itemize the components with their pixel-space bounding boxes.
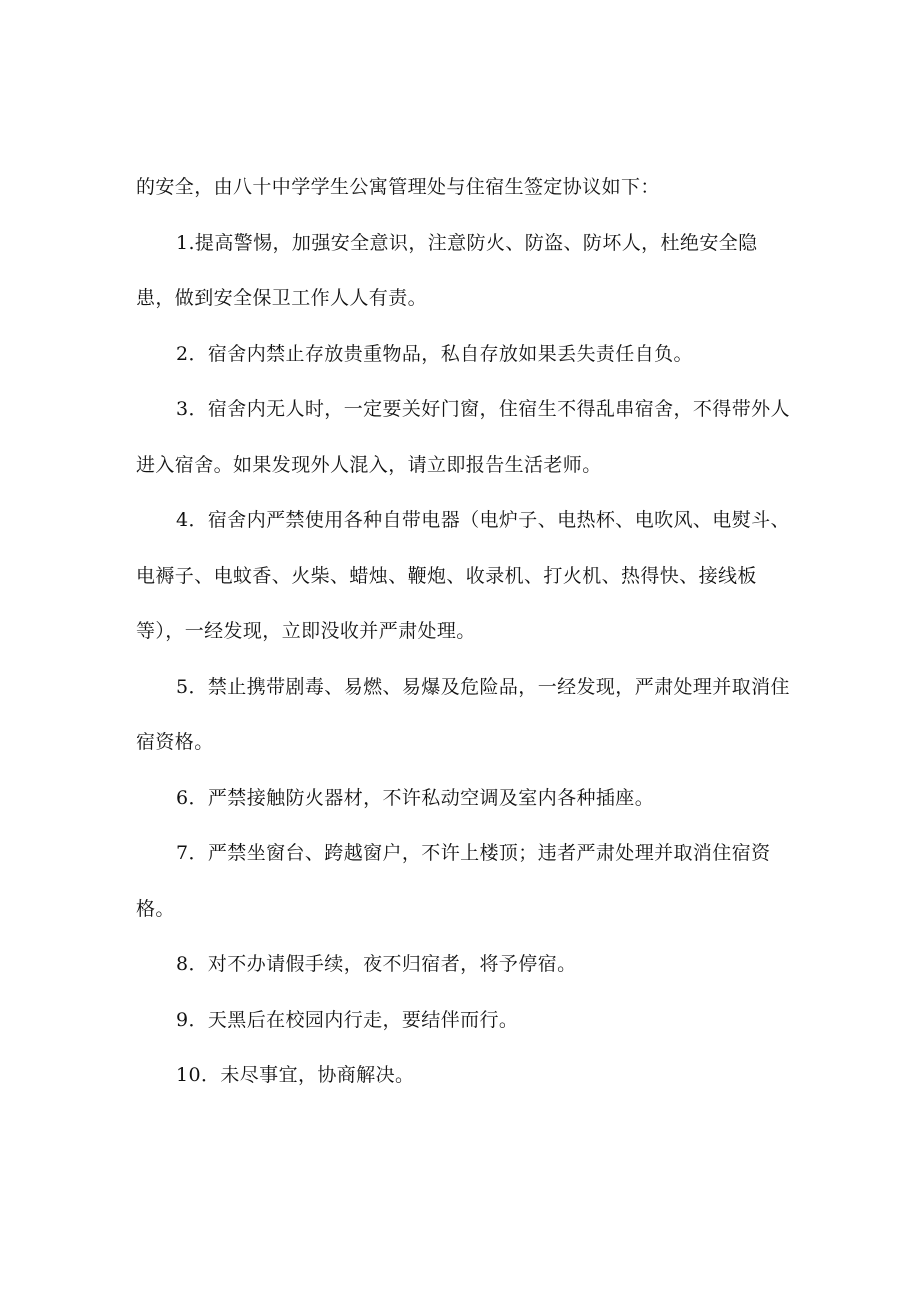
rule-6-paragraph: 6．严禁接触防火器材，不许私动空调及室内各种插座。 [176,786,655,809]
rule-4-paragraph: 4．宿舍内严禁使用各种自带电器（电炉子、电热杯、电吹风、电熨斗、电褥子、电蚊香、火柴、蜡烛、鞭炮、收录机、打火机、热得快、接线板等），一经发现，立即没收并严肃处理。 [136,509,790,642]
rule-1-paragraph: 1.提高警惕，加强安全意识，注意防火、防盗、防坏人，杜绝安全隐患，做到安全保卫工作人人有责。 [136,231,758,309]
rule-10-paragraph: 10．未尽事宜，协商解决。 [176,1064,415,1086]
intro-paragraph: 的安全，由八十中学学生公寓管理处与住宿生签定协议如下： [136,176,660,198]
rule-8-paragraph: 8．对不办请假手续，夜不归宿者，将予停宿。 [176,953,577,975]
rule-5-paragraph: 5．禁止携带剧毒、易燃、易爆及危险品，一经发现，严肃处理并取消住宿资格。 [136,675,790,753]
rule-2-paragraph: 2．宿舍内禁止存放贵重物品，私自存放如果丢失责任自负。 [176,342,693,365]
document-body [136,160,796,1104]
rule-9-paragraph: 9．天黑后在校园内行走，要结伴而行。 [176,1008,519,1031]
rule-7-paragraph: 7．严禁坐窗台、跨越窗户，不许上楼顶；违者严肃处理并取消住宿资格。 [136,842,771,920]
rule-3-paragraph: 3．宿舍内无人时，一定要关好门窗，住宿生不得乱串宿舍，不得带外人进入宿舍。如果发现外人混入，请立即报告生活老师。 [136,398,790,476]
